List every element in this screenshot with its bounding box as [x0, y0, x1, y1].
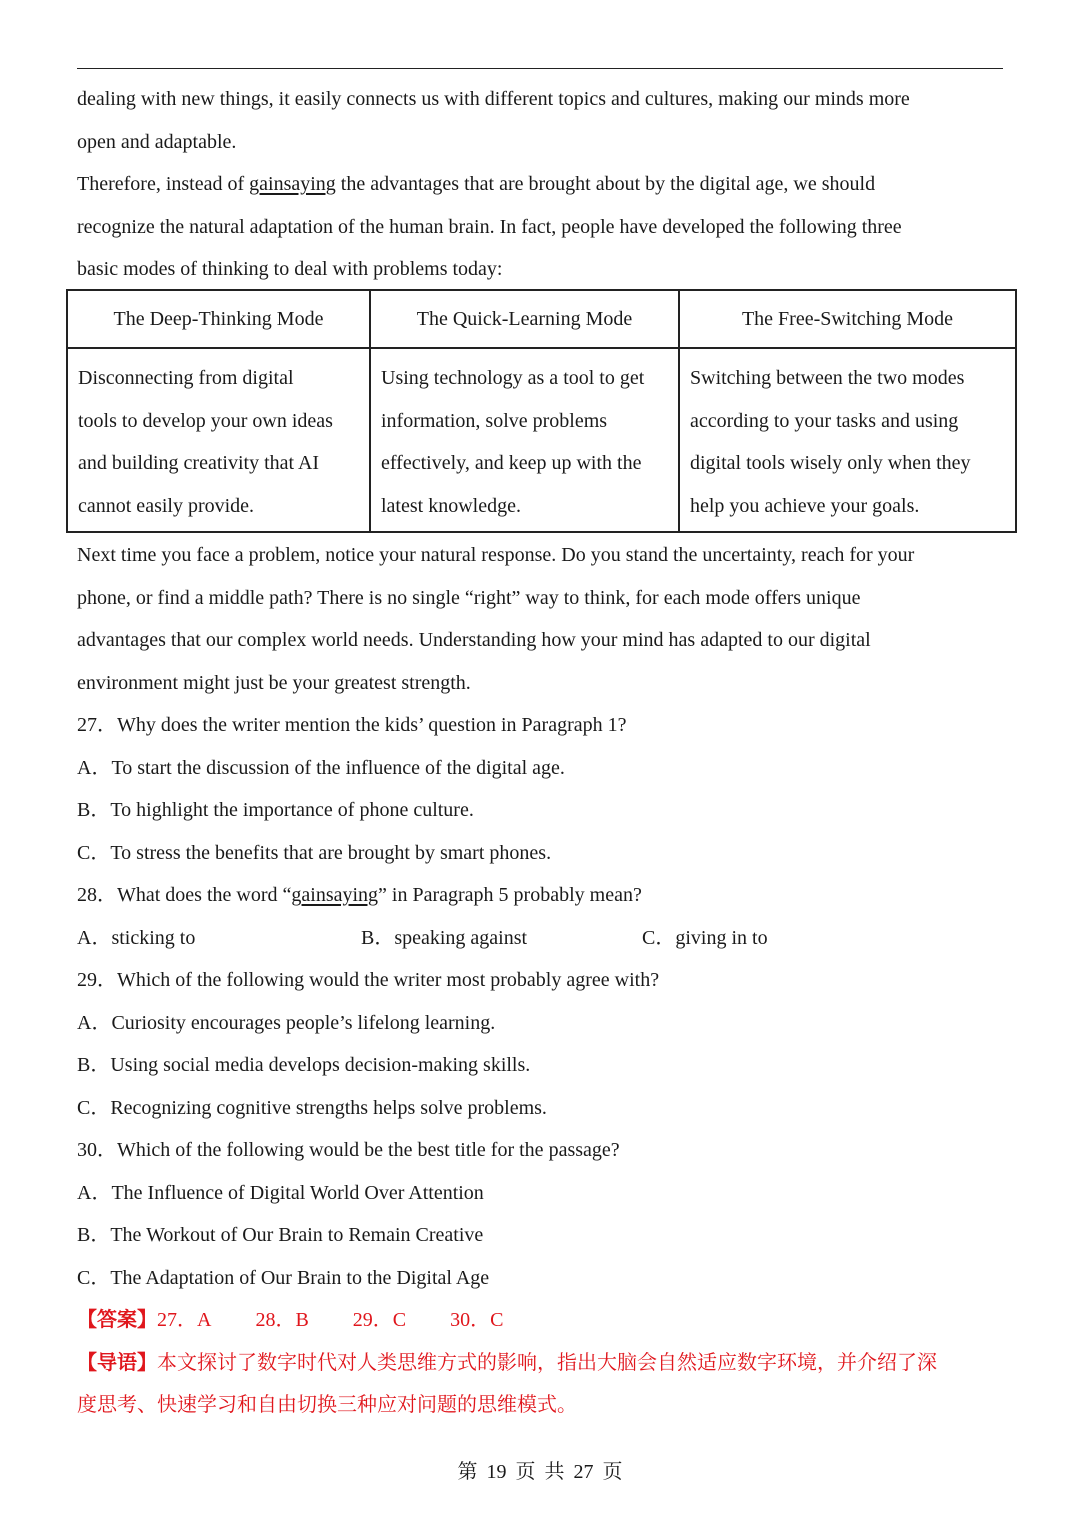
- table-header-row: [67, 290, 1016, 348]
- passage-line: environment might just be your greatest strength.: [77, 671, 471, 694]
- cell-line: effectively, and keep up with the: [381, 452, 642, 474]
- cell-line: Switching between the two modes: [690, 367, 965, 389]
- thinking-modes-table: [66, 289, 1017, 533]
- passage-text: Therefore, instead of: [77, 173, 250, 195]
- question-28-option-b: B．speaking against: [361, 926, 528, 949]
- passage-line: phone, or find a middle path? There is no single “right” way to think, for each mode offers unique: [77, 586, 861, 609]
- question-27-option-b: B．To highlight the importance of phone culture.: [77, 799, 474, 821]
- question-30-option-a: A．The Influence of Digital World Over Attention: [77, 1181, 484, 1204]
- guide-line: [77, 1342, 1007, 1385]
- cell-line: according to your tasks and using: [690, 409, 959, 432]
- answer-line: [77, 1299, 1007, 1342]
- stem-text: ” in Paragraph 5 probably mean?: [378, 884, 642, 906]
- question-29-option-c: C．Recognizing cognitive strengths helps solve problems.: [77, 1096, 547, 1119]
- passage-line: recognize the natural adaptation of the human brain. In fact, people have developed the following three: [77, 215, 902, 238]
- table-row: [67, 348, 1016, 532]
- cell-line: latest knowledge.: [381, 494, 521, 517]
- answer-item: 27．A: [157, 1309, 212, 1331]
- passage-line: [77, 163, 1007, 206]
- guide-label: 【导语】: [77, 1351, 157, 1374]
- question-28-option-a: A．sticking to: [77, 926, 196, 949]
- cell-line: and building creativity that AI: [78, 452, 320, 474]
- guide-line: 度思考、快速学习和自由切换三种应对问题的思维模式。: [77, 1394, 577, 1416]
- underlined-word: gainsaying: [249, 173, 336, 195]
- passage-line: Next time you face a problem, notice your natural response. Do you stand the uncertainty, reach for your: [77, 544, 915, 566]
- answer-item: 28．B: [255, 1309, 309, 1331]
- page-footer: 第 19 页 共 27 页: [457, 1461, 623, 1483]
- cell-line: tools to develop your own ideas: [78, 409, 333, 432]
- table-cell-free-switching: [679, 348, 1016, 532]
- question-30-option-b: B．The Workout of Our Brain to Remain Creative: [77, 1224, 484, 1246]
- passage-bottom-and-questions: [77, 534, 1007, 1427]
- question-29-option-b: B．Using social media develops decision-making skills.: [77, 1054, 531, 1076]
- passage-line: dealing with new things, it easily connects us with different topics and cultures, making our minds more: [77, 88, 910, 110]
- question-27-stem: 27．Why does the writer mention the kids’ question in Paragraph 1?: [77, 714, 627, 736]
- table-cell-deep-thinking: [67, 348, 370, 532]
- question-28-option-c: C．giving in to: [642, 926, 768, 949]
- cell-line: Disconnecting from digital: [78, 367, 294, 389]
- guide-text: 本文探讨了数字时代对人类思维方式的影响，指出大脑会自然适应数字环境，并介绍了深: [157, 1351, 937, 1374]
- passage-line: advantages that our complex world needs. Understanding how your mind has adapted to our digital: [77, 629, 871, 651]
- cell-line: help you achieve your goals.: [690, 494, 920, 517]
- passage-top: [77, 78, 1007, 291]
- question-27-option-a: A．To start the discussion of the influence of the digital age.: [77, 756, 565, 779]
- question-27-option-c: C．To stress the benefits that are brought by smart phones.: [77, 841, 552, 864]
- question-30-stem: 30．Which of the following would be the best title for the passage?: [77, 1139, 620, 1161]
- passage-line: basic modes of thinking to deal with problems today:: [77, 258, 503, 280]
- question-28-stem: [77, 874, 1007, 917]
- question-29-stem: 29．Which of the following would the writer most probably agree with?: [77, 969, 660, 991]
- answer-item: 29．C: [352, 1309, 407, 1331]
- question-29-option-a: A．Curiosity encourages people’s lifelong learning.: [77, 1011, 496, 1034]
- question-30-option-c: C．The Adaptation of Our Brain to the Digital Age: [77, 1266, 490, 1289]
- cell-line: digital tools wisely only when they: [690, 452, 971, 474]
- question-28-options: [77, 917, 1007, 960]
- stem-text: 28．What does the word “: [77, 884, 292, 906]
- passage-text: the advantages that are brought about by the digital age, we should: [335, 173, 876, 195]
- table-header-cell: The Quick-Learning Mode: [370, 290, 679, 348]
- cell-line: information, solve problems: [381, 409, 608, 432]
- answer-label: 【答案】: [77, 1309, 157, 1331]
- table-cell-quick-learning: [370, 348, 679, 532]
- cell-line: Using technology as a tool to get: [381, 367, 645, 389]
- passage-line: open and adaptable.: [77, 130, 237, 153]
- table-header-cell: The Deep-Thinking Mode: [67, 290, 370, 348]
- answer-item: 30．C: [450, 1309, 504, 1331]
- header-rule: [77, 68, 1003, 69]
- underlined-word: gainsaying: [291, 884, 379, 906]
- table-header-cell: The Free-Switching Mode: [679, 290, 1016, 348]
- cell-line: cannot easily provide.: [78, 494, 255, 517]
